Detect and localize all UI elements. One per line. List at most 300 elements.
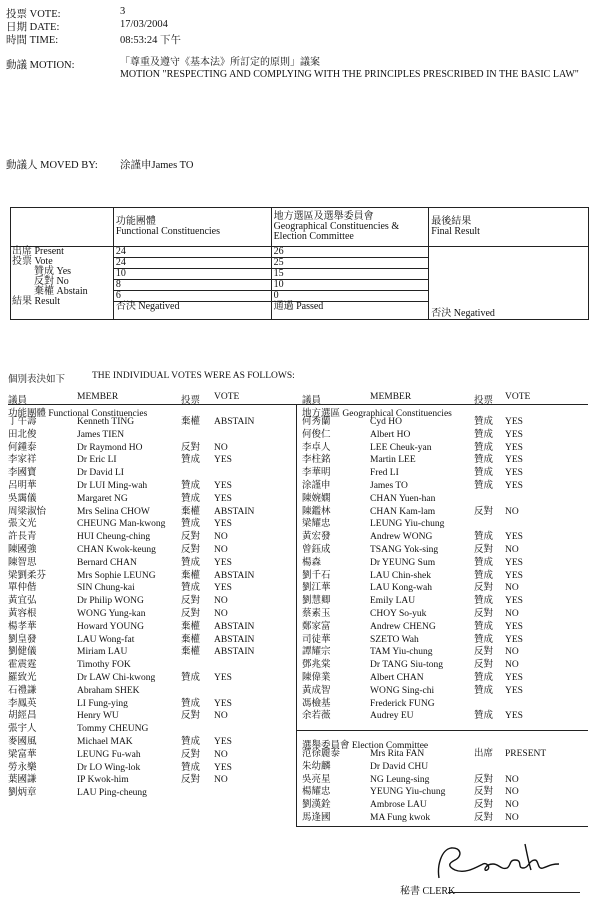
vote-zh: 贊成	[474, 673, 494, 683]
member-name-en: Audrey EU	[370, 711, 414, 722]
vote-row	[302, 583, 588, 593]
vote-row	[302, 775, 588, 785]
member-name-zh: 呂明華	[8, 481, 37, 491]
date-label: 日期 DATE:	[6, 22, 60, 33]
moved-by-label: 動議人 MOVED BY:	[6, 160, 98, 171]
gc-result: 通過 Passed	[273, 301, 324, 312]
vote-zh: 反對	[474, 647, 494, 658]
votes-bottom-rule	[296, 826, 588, 827]
individual-intro-zh: 個別表決如下	[8, 375, 66, 385]
vote-en: ABSTAIN	[214, 647, 255, 658]
vote-zh: 反對	[181, 545, 201, 555]
vote-zh: 出席	[474, 749, 494, 759]
vote-row	[8, 686, 294, 696]
member-name-en: Dr Philip WONG	[77, 596, 144, 607]
vote-en: YES	[214, 762, 232, 773]
member-name-zh: 單仲偕	[8, 583, 37, 594]
member-name-zh: 李家祥	[8, 455, 37, 466]
member-name-en: HUI Cheung-ching	[77, 532, 151, 543]
vote-zh: 贊成	[474, 442, 494, 453]
member-name-en: Ambrose LAU	[370, 800, 427, 811]
fc-vote: 24	[114, 258, 271, 269]
member-name-zh: 劉皇發	[8, 634, 37, 645]
vote-row	[8, 596, 294, 606]
vote-en: YES	[505, 570, 523, 581]
member-name-en: Mrs Sophie LEUNG	[77, 570, 156, 581]
vote-row	[8, 763, 294, 773]
gc-no: 10	[272, 280, 429, 291]
member-name-en: Mrs Rita FAN	[370, 749, 425, 759]
member-name-en: James TIEN	[77, 429, 125, 440]
vote-row	[8, 558, 294, 568]
gc-present: 26	[272, 247, 429, 258]
member-name-zh: 黃成智	[302, 685, 331, 696]
member-name-en: CHAN Yuen-han	[370, 493, 436, 504]
vote-en: NO	[505, 545, 519, 555]
gc-vote: 25	[272, 258, 429, 269]
vote-zh: 贊成	[474, 596, 494, 607]
vote-row	[302, 468, 588, 478]
vote-zh: 贊成	[474, 429, 494, 440]
vote-row	[302, 813, 588, 823]
vote-row	[8, 609, 294, 619]
vote-row	[8, 775, 294, 785]
member-name-en: Andrew WONG	[370, 532, 433, 543]
vote-zh: 反對	[181, 532, 201, 543]
summary-header-final	[429, 208, 589, 247]
votes-column-divider	[296, 404, 297, 826]
member-name-zh: 李卓人	[302, 442, 331, 453]
vote-zh: 贊成	[474, 455, 494, 466]
row-label-abstain: 棄權 Abstain	[34, 286, 88, 297]
vote-zh: 贊成	[181, 762, 201, 773]
vote-zh: 贊成	[181, 673, 201, 683]
member-name-en: Bernard CHAN	[77, 557, 137, 568]
member-name-zh: 劉千石	[302, 570, 331, 581]
vote-en: NO	[214, 596, 228, 607]
fc-zh: 功能團體	[115, 216, 156, 227]
right-col-vote-zh: 投票	[474, 396, 494, 406]
vote-en: YES	[505, 685, 523, 696]
member-name-en: NG Leung-sing	[370, 774, 430, 785]
member-name-zh: 梁富華	[8, 749, 37, 760]
vote-zh: 反對	[474, 545, 494, 555]
vote-zh: 贊成	[181, 455, 201, 466]
left-col-member-en: MEMBER	[77, 392, 119, 402]
time-label: 時間 TIME:	[6, 35, 59, 46]
member-name-zh: 勞永樂	[8, 762, 37, 773]
vote-row	[302, 699, 588, 709]
vote-en: ABSTAIN	[214, 506, 255, 517]
final-result: 否決 Negatived	[431, 308, 495, 319]
member-name-en: Timothy FOK	[77, 660, 131, 671]
member-name-zh: 葉國謙	[8, 775, 37, 786]
member-name-zh: 黃容根	[8, 609, 37, 619]
vote-en: NO	[505, 647, 519, 658]
vote-zh: 反對	[181, 596, 201, 607]
member-name-zh: 李柱銘	[302, 455, 331, 466]
vote-row	[8, 468, 294, 478]
member-name-en: James TO	[370, 481, 408, 491]
vote-zh: 反對	[474, 787, 494, 798]
member-name-zh: 曾鈺成	[302, 545, 331, 555]
vote-en: NO	[505, 800, 519, 811]
vote-en: ABSTAIN	[214, 621, 255, 632]
summary-table	[10, 207, 589, 320]
vote-en: NO	[505, 506, 519, 517]
clerk-signature	[425, 838, 575, 888]
vote-row	[302, 686, 588, 696]
vote-row	[8, 737, 294, 747]
vote-zh: 反對	[181, 609, 201, 619]
member-name-en: Dr LO Wing-lok	[77, 762, 141, 773]
member-name-en: Henry WU	[77, 711, 119, 722]
vote-zh: 贊成	[474, 634, 494, 645]
member-name-zh: 蔡素玉	[302, 609, 331, 619]
vote-zh: 贊成	[181, 493, 201, 504]
vote-en: YES	[505, 621, 523, 632]
member-name-zh: 劉江華	[302, 583, 331, 594]
final-zh: 最後結果	[431, 216, 472, 227]
vote-en: NO	[214, 545, 228, 555]
member-name-en: LAU Ping-cheung	[77, 788, 147, 799]
member-name-en: Howard YOUNG	[77, 621, 144, 632]
member-name-en: TSANG Yok-sing	[370, 545, 439, 555]
fc-section-title: 功能團體 Functional Constituencies	[8, 409, 148, 419]
vote-row	[8, 507, 294, 517]
vote-en: ABSTAIN	[214, 634, 255, 645]
vote-zh: 反對	[474, 813, 494, 823]
vote-row	[302, 507, 588, 517]
vote-row	[8, 417, 294, 427]
member-name-en: Emily LAU	[370, 596, 416, 607]
moved-by-value: 涂謹申James TO	[120, 160, 194, 171]
vote-row	[8, 455, 294, 465]
vote-en: NO	[505, 787, 519, 798]
member-name-zh: 梁耀忠	[302, 519, 331, 530]
vote-en: NO	[214, 609, 228, 619]
member-name-zh: 梁劉柔芬	[8, 570, 47, 581]
vote-zh: 反對	[474, 774, 494, 785]
vote-row	[302, 660, 588, 670]
member-name-zh: 譚耀宗	[302, 647, 331, 658]
fc-result: 否決 Negatived	[115, 301, 180, 312]
vote-zh: 贊成	[474, 481, 494, 491]
vote-row	[8, 635, 294, 645]
vote-row	[302, 749, 588, 759]
member-name-en: CHAN Kam-lam	[370, 506, 436, 517]
member-name-zh: 吳靄儀	[8, 493, 37, 504]
clerk-label: 秘書 CLERK	[400, 886, 456, 897]
vote-row	[302, 443, 588, 453]
member-name-zh: 馮檢基	[302, 698, 331, 709]
member-name-en: LI Fung-ying	[77, 698, 128, 709]
ec-section-rule	[296, 730, 588, 731]
vote-zh: 贊成	[474, 685, 494, 696]
vote-zh: 反對	[474, 800, 494, 811]
vote-en: YES	[505, 532, 523, 543]
member-name-zh: 張文光	[8, 519, 37, 530]
vote-zh: 棄權	[181, 417, 201, 427]
member-name-en: Martin LEE	[370, 455, 416, 466]
gc-zh: 地方選區及選舉委員會	[273, 211, 374, 222]
vote-en: YES	[505, 455, 523, 466]
member-name-en: Fred LI	[370, 468, 399, 479]
vote-en: NO	[214, 711, 228, 722]
vote-en: NO	[214, 442, 228, 453]
member-name-zh: 馬逢國	[302, 813, 331, 823]
right-col-member-en: MEMBER	[370, 392, 412, 402]
vote-number: 3	[120, 6, 126, 17]
vote-zh: 贊成	[181, 737, 201, 747]
vote-row	[302, 609, 588, 619]
member-name-zh: 田北俊	[8, 429, 37, 440]
vote-row	[302, 417, 588, 427]
member-name-en: Dr YEUNG Sum	[370, 557, 436, 568]
left-col-vote-zh: 投票	[181, 396, 201, 406]
vote-en: YES	[505, 596, 523, 607]
member-name-en: SZETO Wah	[370, 634, 419, 645]
summary-row-labels	[11, 247, 114, 320]
member-name-zh: 羅致光	[8, 673, 37, 683]
vote-row	[302, 596, 588, 606]
member-name-zh: 楊耀忠	[302, 787, 331, 798]
vote-en: YES	[505, 429, 523, 440]
vote-zh: 反對	[181, 711, 201, 722]
member-name-en: WONG Sing-chi	[370, 685, 435, 696]
member-name-zh: 劉漢銓	[302, 800, 331, 811]
member-name-zh: 范徐麗泰	[302, 749, 341, 759]
vote-en: NO	[214, 749, 228, 760]
vote-row	[302, 622, 588, 632]
member-name-zh: 黃宏發	[302, 532, 331, 543]
member-name-en: Margaret NG	[77, 493, 128, 504]
fc-no: 8	[114, 280, 271, 291]
vote-row	[8, 788, 294, 798]
vote-row	[8, 724, 294, 734]
vote-row	[8, 699, 294, 709]
member-name-zh: 霍震霆	[8, 660, 37, 671]
row-label-vote: 投票 Vote	[12, 256, 53, 267]
vote-row	[8, 519, 294, 529]
vote-en: NO	[505, 774, 519, 785]
vote-zh: 反對	[181, 775, 201, 786]
member-name-en: Mrs Selina CHOW	[77, 506, 150, 517]
row-label-result: 結果 Result	[12, 296, 61, 307]
member-name-zh: 何俊仁	[302, 429, 331, 440]
member-name-en: CHEUNG Man-kwong	[77, 519, 166, 530]
vote-en: NO	[214, 775, 228, 786]
member-name-en: Albert CHAN	[370, 673, 424, 683]
vote-row	[8, 443, 294, 453]
member-name-zh: 李鳳英	[8, 698, 37, 709]
vote-row	[302, 545, 588, 555]
vote-row	[302, 494, 588, 504]
vote-en: PRESENT	[505, 749, 547, 759]
row-label-present: 出席 Present	[12, 246, 64, 257]
member-name-zh: 陳鑑林	[302, 506, 331, 517]
vote-zh: 贊成	[181, 519, 201, 530]
member-name-en: Albert HO	[370, 429, 411, 440]
member-name-zh: 何秀蘭	[302, 417, 331, 427]
member-name-en: Dr LUI Ming-wah	[77, 481, 148, 491]
member-name-en: LEUNG Fu-wah	[77, 749, 141, 760]
member-name-en: CHAN Kwok-keung	[77, 545, 156, 555]
member-name-zh: 石禮謙	[8, 685, 37, 696]
vote-zh: 反對	[181, 749, 201, 760]
time-value: 08:53:24 下午	[120, 35, 181, 46]
vote-row	[8, 571, 294, 581]
member-name-en: IP Kwok-him	[77, 775, 129, 786]
member-name-zh: 李華明	[302, 468, 331, 479]
member-name-en: TAM Yiu-chung	[370, 647, 433, 658]
vote-en: YES	[214, 737, 232, 747]
member-name-zh: 陳智思	[8, 557, 37, 568]
vote-zh: 反對	[474, 583, 494, 594]
member-name-zh: 劉慧卿	[302, 596, 331, 607]
right-col-member-zh: 議員	[302, 396, 322, 406]
member-name-en: LEUNG Yiu-chung	[370, 519, 445, 530]
vote-row	[302, 532, 588, 542]
vote-row	[302, 673, 588, 683]
vote-row	[302, 571, 588, 581]
member-name-zh: 劉炳章	[8, 788, 37, 799]
vote-row	[302, 711, 588, 721]
member-name-zh: 楊森	[302, 557, 322, 568]
vote-zh: 棄權	[181, 570, 201, 581]
member-name-en: Cyd HO	[370, 417, 402, 427]
vote-en: YES	[505, 673, 523, 683]
member-name-en: Michael MAK	[77, 737, 133, 747]
fc-yes: 10	[114, 269, 271, 280]
motion-label: 動議 MOTION:	[6, 60, 75, 71]
vote-row	[8, 647, 294, 657]
member-name-zh: 鄭家富	[302, 621, 331, 632]
vote-zh: 贊成	[474, 621, 494, 632]
vote-row	[8, 622, 294, 632]
vote-row	[302, 481, 588, 491]
vote-zh: 贊成	[181, 583, 201, 594]
vote-en: YES	[214, 481, 232, 491]
member-name-en: Dr Eric LI	[77, 455, 117, 466]
member-name-en: SIN Chung-kai	[77, 583, 135, 594]
member-name-en: Kenneth TING	[77, 417, 135, 427]
member-name-zh: 何鍾泰	[8, 442, 37, 453]
member-name-zh: 鄧兆棠	[302, 660, 331, 671]
vote-zh: 贊成	[474, 711, 494, 722]
gc-section-title: 地方選區 Geographical Constituencies	[302, 409, 452, 419]
vote-row	[302, 800, 588, 810]
member-name-zh: 楊孝華	[8, 621, 37, 632]
member-name-en: Dr TANG Siu-tong	[370, 660, 443, 671]
motion-title-zh: 「尊重及遵守《基本法》所訂定的原則」議案	[120, 57, 320, 68]
vote-zh: 反對	[474, 609, 494, 619]
fc-present: 24	[114, 247, 271, 258]
vote-label: 投票 VOTE:	[6, 9, 61, 20]
summary-final-value	[429, 247, 589, 320]
vote-en: ABSTAIN	[214, 417, 255, 427]
right-col-vote-en: VOTE	[505, 392, 531, 402]
vote-row	[8, 583, 294, 593]
vote-row	[302, 558, 588, 568]
member-name-zh: 周梁淑怡	[8, 506, 47, 517]
member-name-zh: 張宇人	[8, 724, 37, 735]
summary-corner	[11, 208, 114, 247]
ec-section-title: 選舉委員會 Election Committee	[302, 741, 429, 751]
vote-zh: 棄權	[181, 506, 201, 517]
member-name-zh: 黃宜弘	[8, 596, 37, 607]
row-label-yes: 贊成 Yes	[34, 266, 72, 277]
vote-en: YES	[214, 698, 232, 709]
vote-en: YES	[214, 557, 232, 568]
member-name-en: LAU Chin-shek	[370, 570, 431, 581]
member-name-en: Dr LAW Chi-kwong	[77, 673, 156, 683]
vote-row	[8, 494, 294, 504]
member-name-en: Dr David LI	[77, 468, 124, 479]
member-name-en: LEE Cheuk-yan	[370, 442, 432, 453]
vote-row	[8, 430, 294, 440]
member-name-zh: 許長青	[8, 532, 37, 543]
vote-row	[302, 455, 588, 465]
gc-yes: 15	[272, 269, 429, 280]
summary-header-fc	[113, 208, 271, 247]
member-name-zh: 劉健儀	[8, 647, 37, 658]
member-name-en: LAU Wong-fat	[77, 634, 135, 645]
row-label-no: 反對 No	[34, 276, 69, 287]
member-name-en: LAU Kong-wah	[370, 583, 433, 594]
vote-en: YES	[214, 583, 232, 594]
vote-row	[8, 750, 294, 760]
member-name-en: WONG Yung-kan	[77, 609, 146, 619]
vote-en: YES	[505, 442, 523, 453]
vote-en: YES	[505, 468, 523, 479]
vote-zh: 棄權	[181, 621, 201, 632]
vote-en: NO	[505, 583, 519, 594]
vote-row	[302, 635, 588, 645]
vote-row	[8, 711, 294, 721]
vote-zh: 贊成	[181, 698, 201, 709]
member-name-en: MA Fung kwok	[370, 813, 431, 823]
vote-row	[8, 660, 294, 670]
vote-en: YES	[214, 673, 232, 683]
vote-en: YES	[214, 455, 232, 466]
member-name-en: Frederick FUNG	[370, 698, 435, 709]
member-name-en: Tommy CHEUNG	[77, 724, 149, 735]
member-name-zh: 余若薇	[302, 711, 331, 722]
vote-row	[8, 673, 294, 683]
gc-en: Geographical Constituencies & Election Committee	[273, 221, 400, 242]
member-name-en: Dr David CHU	[370, 761, 429, 772]
member-name-en: CHOY So-yuk	[370, 609, 427, 619]
member-name-en: Abraham SHEK	[77, 685, 140, 696]
member-name-zh: 丁午壽	[8, 417, 37, 427]
member-name-zh: 吳亮星	[302, 774, 331, 785]
vote-zh: 棄權	[181, 634, 201, 645]
vote-en: YES	[505, 634, 523, 645]
vote-en: YES	[505, 481, 523, 491]
member-name-zh: 胡經昌	[8, 711, 37, 722]
vote-zh: 贊成	[474, 417, 494, 427]
summary-header-gc	[271, 208, 429, 247]
vote-zh: 棄權	[181, 647, 201, 658]
vote-row	[8, 481, 294, 491]
vote-row	[302, 787, 588, 797]
vote-zh: 贊成	[474, 570, 494, 581]
member-name-en: Dr Raymond HO	[77, 442, 143, 453]
member-name-zh: 涂謹申	[302, 481, 331, 491]
vote-row	[302, 762, 588, 772]
member-name-zh: 陳婉嫻	[302, 493, 331, 504]
